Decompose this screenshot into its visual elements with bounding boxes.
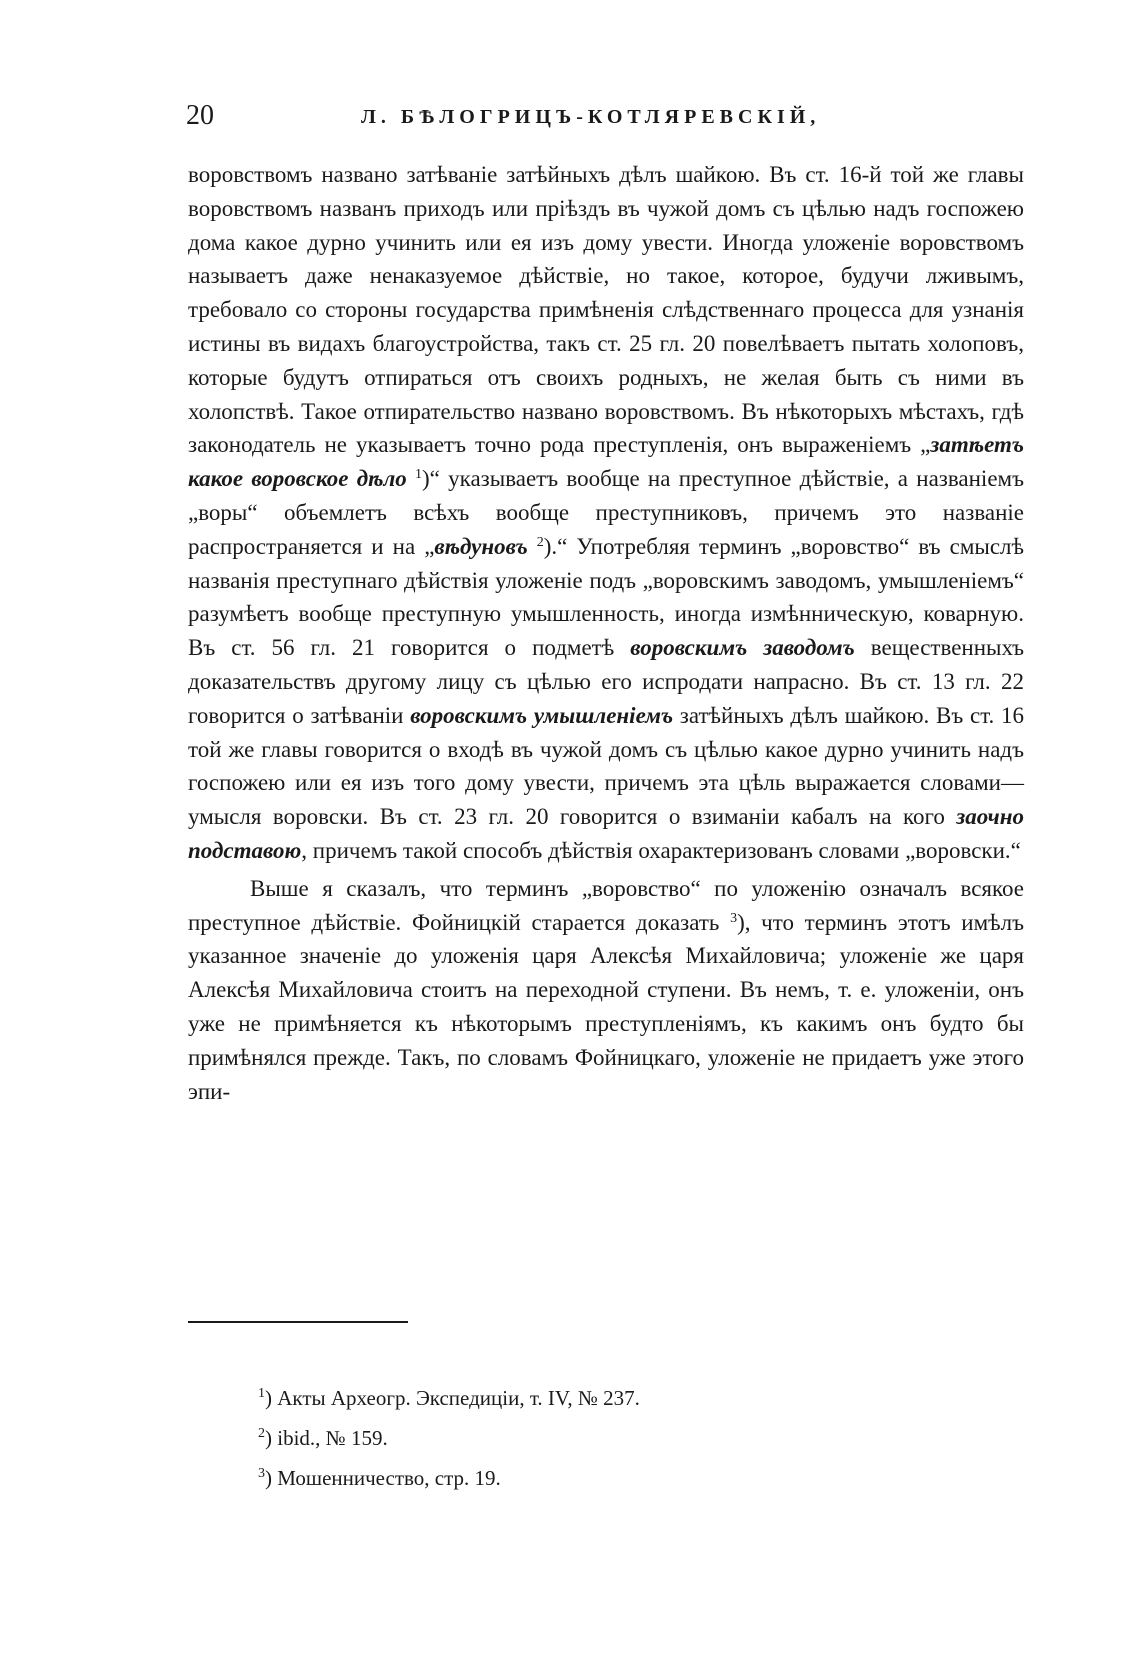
- paragraph-1-text-a: воровствомъ названо затѣваніе затѣйныхъ дѣлъ шайкою. Въ ст. 16-й той же главы воровствомъ названъ приходъ или пріѣздъ въ чужой домъ съ цѣлью надъ госпожею дома какое дурно учинить или ея изъ дому увести. Иногда уложеніе воровствомъ называетъ даже ненаказуемое дѣйствіе, но такое, которое, будучи лживымъ, требовало со стороны государства примѣненія слѣдственнаго процесса для узнанія истины въ видахъ благоустройства, такъ ст. 25 гл. 20 повелѣваетъ пытать холоповъ, которые будутъ отпираться отъ своихъ родныхъ, не желая быть съ ними въ холопствѣ. Такое отпирательство названо воровствомъ. Въ нѣкоторыхъ мѣстахъ, гдѣ законодатель не указываетъ точно рода преступленія, онъ выраженіемъ „: [188, 162, 1024, 458]
- footnote-ref-2: 2: [536, 534, 544, 550]
- footnotes: [258, 1378, 958, 1498]
- paragraph-2-text-a: Выше я сказалъ, что терминъ „воровство“ по уложенію означалъ всякое преступное дѣйствіе. Фойницкій старается доказать: [188, 875, 1024, 935]
- footnote-ref-1: 1: [415, 467, 423, 483]
- footnote-ref-3: 3: [730, 910, 738, 926]
- paragraph-2-text-b: ), что терминъ этотъ имѣлъ указанное значеніе до уложенія царя Алексѣя Михайловича; уложеніе же царя Алексѣя Михайловича стоитъ на переходной ступени. Въ немъ, т. е. уложеніи, онъ уже не примѣняется къ нѣкоторымъ преступленіямъ, къ какимъ онъ будто бы примѣнялся прежде. Такъ, по словамъ Фойницкаго, уложеніе не придаетъ уже этого эпи-: [188, 909, 1024, 1104]
- page-number: 20: [186, 100, 214, 131]
- paragraph-1-text-c: ).“ Употребляя терминъ „воровство“ въ смыслѣ названія преступнаго дѣйствія уложеніе подъ „воровскимъ заводомъ, умышленіемъ“ разумѣетъ вообще преступную умышленность, иногда измѣнническую, коварную. Въ ст. 56 гл. 21 говорится о подметѣ: [188, 533, 1025, 661]
- paragraph-1: [188, 158, 1024, 868]
- paragraph-1-text-f: , причемъ такой способъ дѣйствія охарактеризованъ словами „воровски.“: [301, 837, 1021, 863]
- footnote-1: [258, 1378, 958, 1418]
- body-text: [188, 158, 1024, 1108]
- paragraph-2: [188, 872, 1024, 1109]
- paragraph-1-text-e: затѣйныхъ дѣлъ шайкою. Въ ст. 16 той же главы говорится о входѣ въ чужой домъ съ цѣлью какое дурно учинить надъ госпожею или ея изъ того дому увести, причемъ эта цѣль выражается словами—умысля воровски. Въ ст. 23 гл. 20 говорится о взиманіи кабалъ на кого: [188, 702, 1024, 830]
- paragraph-1-text-b: )“ указываетъ вообще на преступное дѣйствіе, а названіемъ „воры“ объемлетъ всѣхъ вообще преступниковъ, причемъ это названіе распространяется и на „: [188, 466, 1024, 559]
- footnote-marker: 1: [258, 1386, 265, 1401]
- footnote-text: ) Мошенничество, стр. 19.: [265, 1466, 501, 1490]
- footnote-text: ) ibid., № 159.: [265, 1426, 388, 1450]
- footnote-2: [258, 1418, 958, 1458]
- paragraph-1-text-d: вещественныхъ доказательствъ другому лицу съ цѣлью его испродати напрасно. Въ ст. 13 гл. 22 говорится о затѣваніи: [188, 635, 1024, 728]
- italic-phrase-5: заочно подставою: [188, 804, 1024, 863]
- footnote-divider: [188, 1321, 408, 1323]
- footnote-marker: 2: [258, 1426, 265, 1441]
- italic-phrase-3: воровскимъ заводомъ: [630, 635, 855, 661]
- footnote-3: [258, 1458, 958, 1498]
- italic-phrase-2: вѣдуновъ: [434, 533, 528, 559]
- italic-phrase-4: воровскимъ умышленіемъ: [410, 702, 674, 728]
- footnote-marker: 3: [258, 1466, 265, 1481]
- italic-phrase-1: затѣетъ какое воровское дѣло: [188, 432, 1024, 492]
- running-head: Л. БѢЛОГРИЦЪ-КОТЛЯРЕВСКІЙ,: [361, 106, 821, 128]
- footnote-text: ) Акты Археогр. Экспедиціи, т. IV, № 237.: [265, 1386, 640, 1410]
- page-header: [186, 100, 1026, 140]
